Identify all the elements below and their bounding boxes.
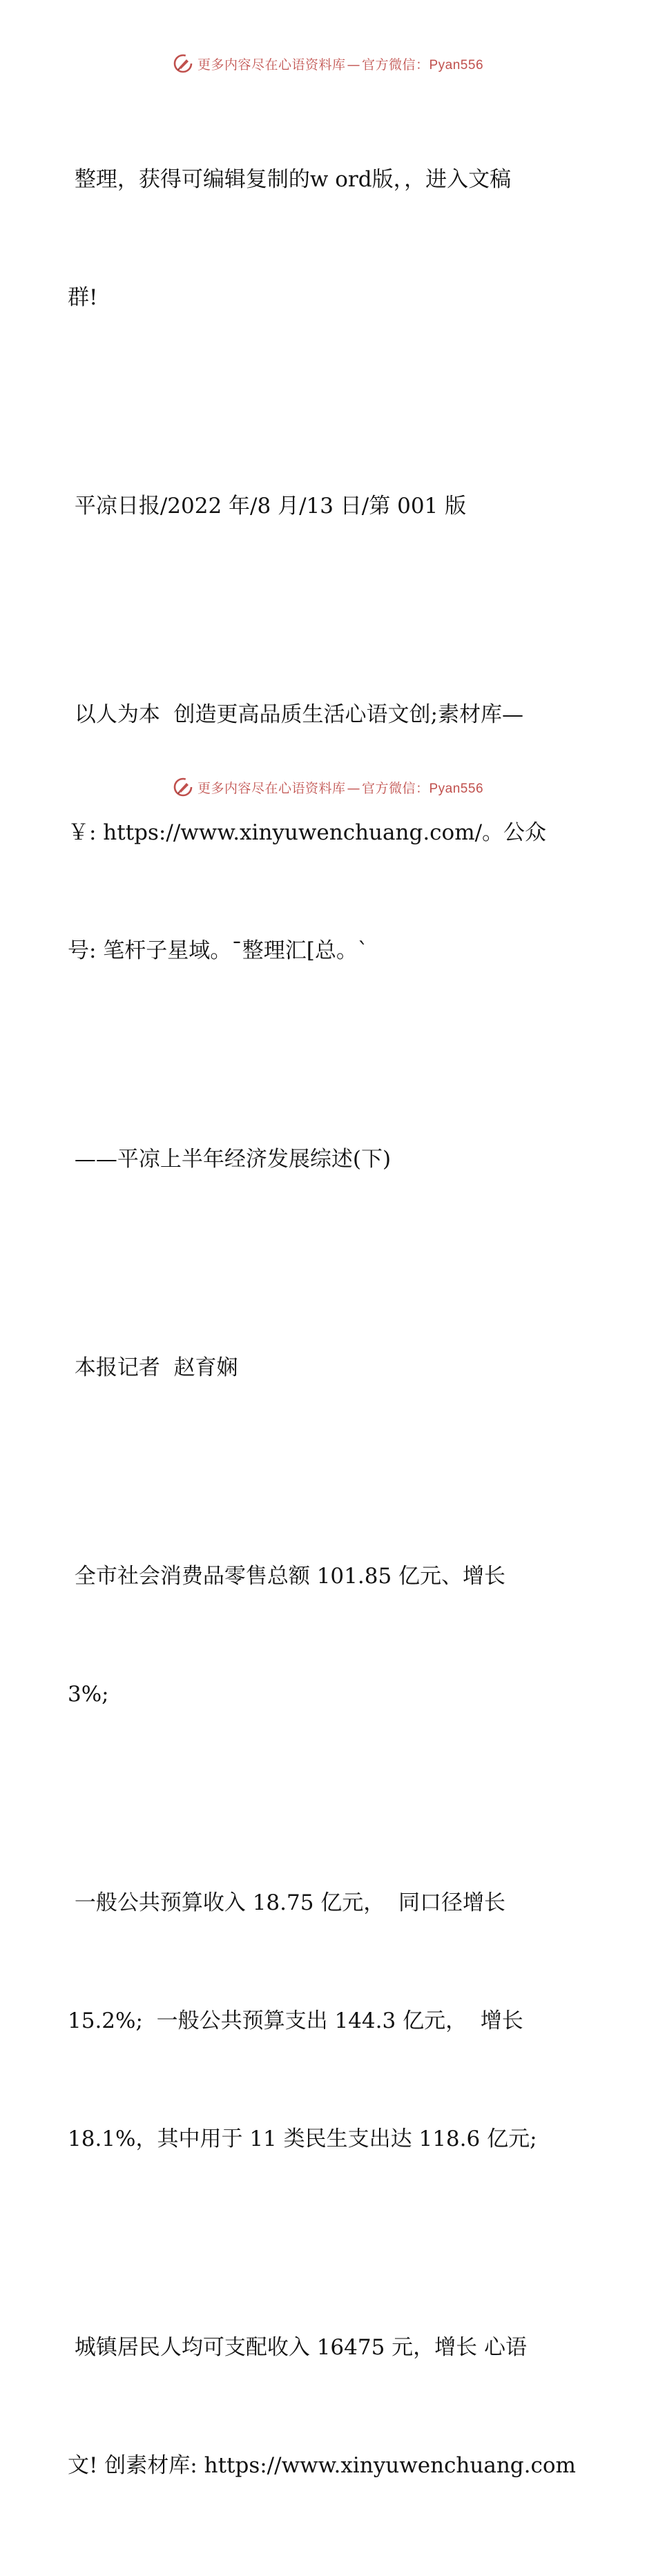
banner-text: 更多内容尽在心语资料库 — 官方微信：Pyan556 [197, 57, 484, 72]
footer-banner [0, 773, 656, 801]
paragraph-7: 一般公共预算收入 18.75 亿元， 同口径增长 15.2%; 一般公共预算支出 144.3 亿元， 增长 18.1%，其中用于 11 类民生支出达 118.6 亿元; [68, 1890, 537, 2151]
pen-logo-icon [173, 53, 193, 74]
pen-logo-icon [173, 777, 193, 797]
paragraph-6: 全市社会消费品零售总额 101.85 亿元、增长 3%; [68, 1564, 506, 1707]
paragraph-1: 整理，获得可编辑复制的w ord版，，进入文稿 群! [68, 167, 512, 310]
paragraph-3: 以人为本 创造更高品质生活心语文创;素材库— ￥: https://www.xinyuwenchuang.com/。公众 号: 笔杆子星域。¯整理汇[总。` [68, 702, 547, 963]
header-banner [0, 50, 656, 77]
document-body [68, 81, 613, 2576]
paragraph-8: 城镇居民人均可支配收入 16475 元，增长 心语 文! 创素材库: https://www.xinyuwenchuang.com [68, 2335, 576, 2478]
paragraph-5: 本报记者 赵育娴 [68, 1355, 238, 1380]
paragraph-4: ——平凉上半年经济发展综述(下) [68, 1147, 392, 1172]
paragraph-2: 平凉日报/2022 年/8 月/13 日/第 001 版 [68, 494, 467, 519]
banner-text: 更多内容尽在心语资料库 — 官方微信：Pyan556 [197, 780, 484, 796]
